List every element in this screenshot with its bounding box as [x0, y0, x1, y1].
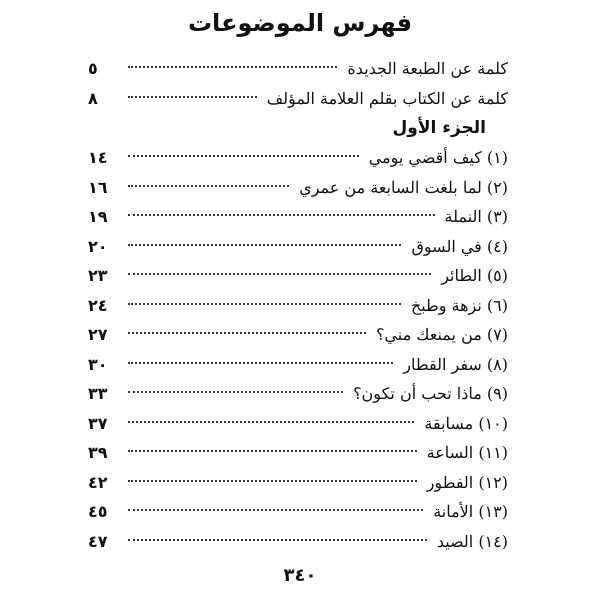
- toc-entry-label: (٩) ماذا تحب أن تكون؟: [353, 384, 508, 403]
- dot-leader: [128, 96, 257, 98]
- toc-entry-label: كلمة عن الطبعة الجديدة: [347, 59, 508, 78]
- toc-entry-page: ٤٢: [88, 472, 108, 492]
- toc-entry: [88, 497, 508, 527]
- dot-leader: [128, 539, 427, 541]
- toc-entry-label: (١) كيف أقضي يومي: [368, 148, 508, 167]
- dot-leader: [128, 66, 337, 68]
- toc-entry: [88, 202, 508, 232]
- toc-entry: [88, 409, 508, 439]
- toc-entry-page: ٢٠: [88, 236, 108, 256]
- toc-entry: [88, 527, 508, 557]
- dot-leader: [128, 362, 393, 364]
- dot-leader: [128, 332, 366, 334]
- toc-entry-page: ٥: [88, 59, 98, 78]
- toc-entry: [88, 84, 508, 114]
- toc-entry-page: ٢٣: [88, 266, 108, 285]
- toc-entry-label: كلمة عن الكتاب بقلم العلامة المؤلف: [266, 88, 508, 108]
- section-heading: الجزء الأول: [392, 118, 486, 138]
- toc-entry-label: (٨) سفر القطار: [403, 354, 508, 374]
- toc-entry: [88, 54, 508, 84]
- toc-entry-page: ٢٤: [88, 295, 108, 315]
- toc-entry-label: (١١) الساعة: [426, 443, 508, 462]
- toc-entry-label: (٧) من يمنعك مني؟: [375, 325, 508, 344]
- toc-entry-page: ١٦: [88, 177, 108, 197]
- toc-entry-page: ٨: [88, 88, 98, 108]
- dot-leader: [128, 244, 401, 246]
- dot-leader: [128, 480, 417, 482]
- dot-leader: [128, 214, 435, 216]
- dot-leader: [128, 303, 401, 305]
- dot-leader: [128, 273, 431, 275]
- dot-leader: [128, 450, 417, 452]
- toc-entry-label: (٢) لما بلغت السابعة من عمري: [299, 177, 508, 197]
- toc-entry-page: ٢٧: [88, 325, 108, 344]
- page-number: ٣٤٠: [283, 565, 317, 586]
- dot-leader: [128, 509, 423, 511]
- page-title: فهرس الموضوعات: [187, 9, 413, 37]
- dot-leader: [128, 391, 343, 393]
- toc-entry-page: ٣٣: [88, 384, 108, 403]
- toc-entry-page: ١٩: [88, 207, 108, 226]
- toc-entry-label: (١٤) الصيد: [436, 531, 508, 551]
- toc-entry: [88, 143, 508, 173]
- toc-entry: [88, 438, 508, 468]
- toc-entry-page: ٣٩: [88, 443, 108, 462]
- dot-leader: [128, 185, 289, 187]
- toc-entry-label: (٤) في السوق: [411, 236, 508, 256]
- dot-leader: [128, 155, 359, 157]
- toc-entry-page: ٣٠: [88, 354, 108, 374]
- toc-entry: [88, 291, 508, 321]
- toc-entry-page: ٤٧: [88, 531, 108, 551]
- toc-entry: [88, 232, 508, 262]
- toc-entry-label: (٦) نزهة وطبخ: [410, 295, 508, 315]
- toc-entry-label: (١٢) الفطور: [426, 472, 508, 492]
- toc-entry: [88, 350, 508, 380]
- dot-leader: [128, 421, 414, 423]
- table-of-contents: [88, 54, 508, 556]
- toc-entry-label: (٣) النملة: [444, 207, 508, 226]
- toc-entry-label: (١٣) الأمانة: [433, 502, 508, 521]
- toc-entry: [88, 261, 508, 291]
- toc-entry: [88, 320, 508, 350]
- toc-entry-page: ١٤: [88, 148, 108, 167]
- toc-entry: [88, 379, 508, 409]
- toc-entry-page: ٤٥: [88, 502, 108, 521]
- toc-entry-label: (١٠) مسابقة: [424, 413, 508, 433]
- toc-entry-page: ٣٧: [88, 413, 108, 433]
- toc-entry: [88, 173, 508, 203]
- toc-entry: [88, 468, 508, 498]
- toc-entry-label: (٥) الطائر: [441, 266, 508, 285]
